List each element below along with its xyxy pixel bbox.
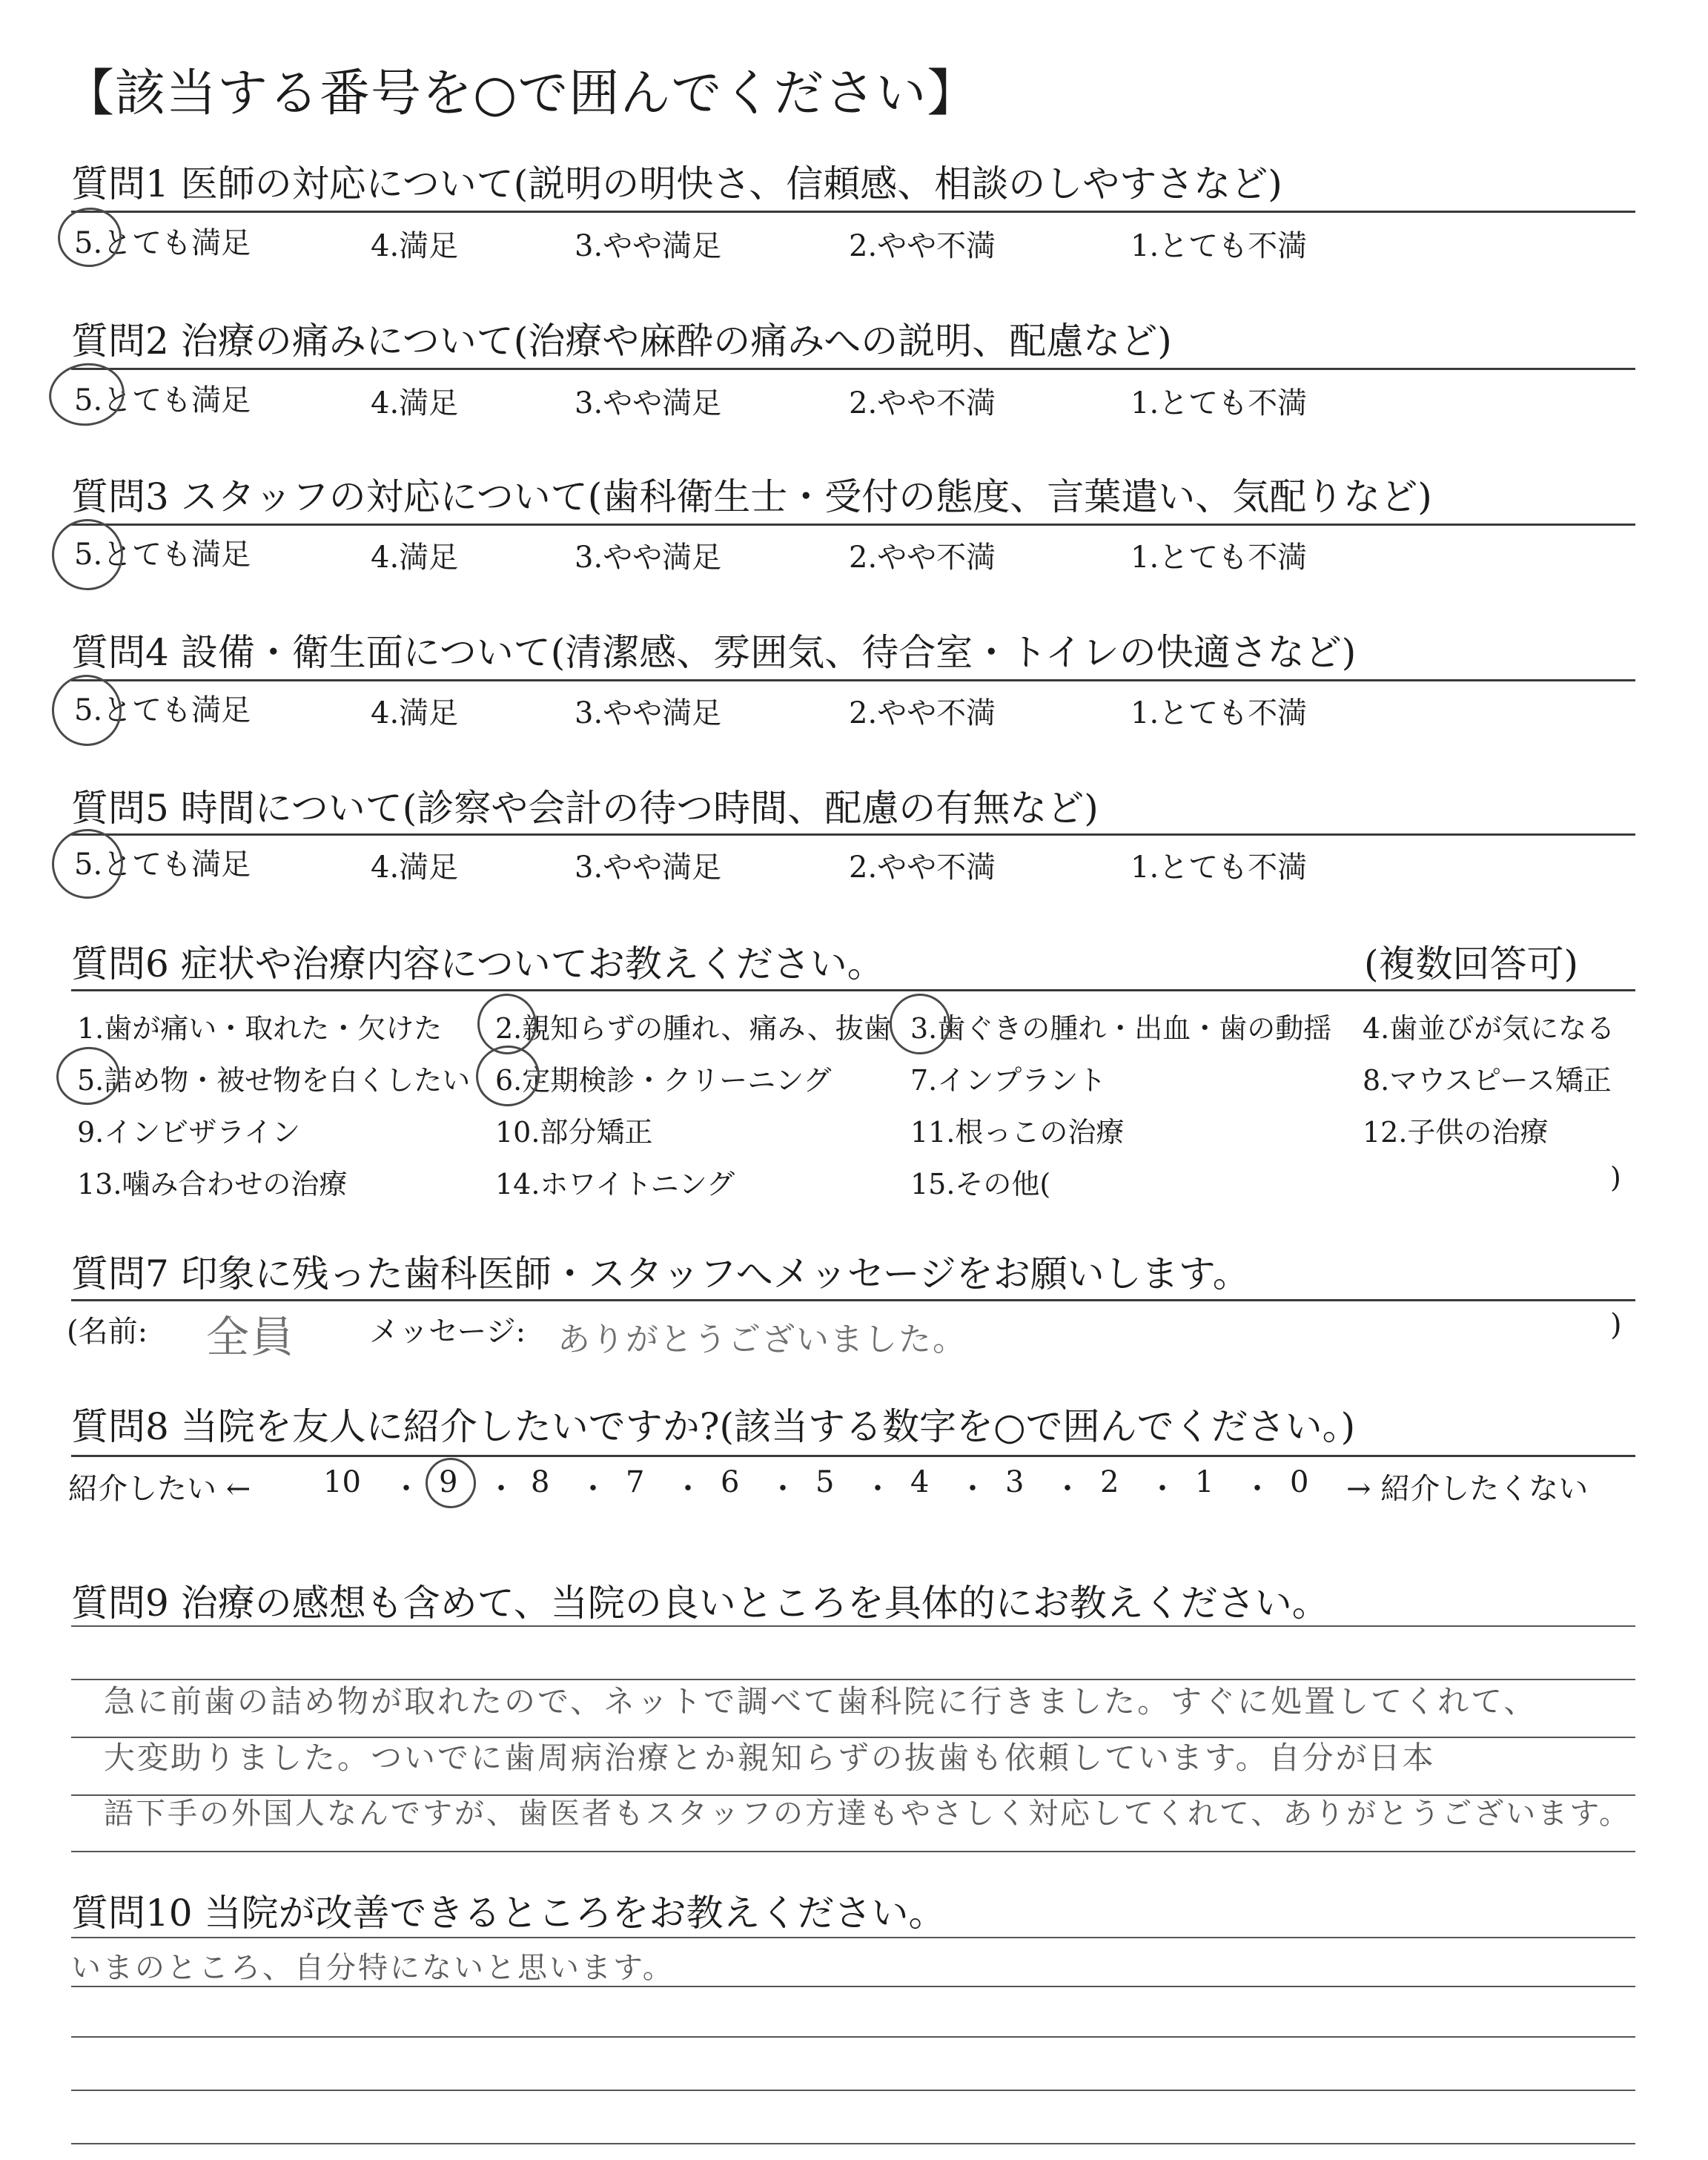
q6-option-4[interactable]: 4.歯並びが気になる xyxy=(1363,1012,1615,1045)
q8-separator: ・ xyxy=(1148,1472,1177,1506)
q8-score-2[interactable]: 2 xyxy=(1100,1465,1119,1499)
q8-score-4[interactable]: 4 xyxy=(910,1465,930,1499)
q9-answer-line-2: 大変助りました。ついでに歯周病治療とか親知らずの抜歯も依頼しています。自分が日本 xyxy=(104,1740,1436,1776)
q3-option-2[interactable]: 2.やや不満 xyxy=(849,541,996,575)
q4-option-1[interactable]: 1.とても不満 xyxy=(1131,696,1308,730)
q7-close-paren: ) xyxy=(1610,1308,1622,1342)
q3-option-4[interactable]: 4.満足 xyxy=(371,541,459,575)
q2-option-1[interactable]: 1.とても不満 xyxy=(1131,386,1308,420)
question-8-rule xyxy=(71,1455,1635,1457)
q2-option-4[interactable]: 4.満足 xyxy=(371,386,459,420)
q8-score-10[interactable]: 10 xyxy=(323,1465,361,1499)
q10-line-4 xyxy=(71,2090,1635,2091)
q7-name-value[interactable]: 全員 xyxy=(206,1312,296,1362)
q3-option-5[interactable]: 5.とても満足 xyxy=(74,538,251,572)
q9-answer-line-3: 語下手の外国人なんですが、歯医者もスタッフの方達もやさしく対応してくれて、ありがとうございます。 xyxy=(104,1797,1631,1831)
question-8-title: 質問8 当院を友人に紹介したいですか?(該当する数字を○で囲んでください。) xyxy=(71,1405,1356,1448)
question-5-rule xyxy=(71,833,1635,836)
question-6-rule xyxy=(71,989,1635,991)
q6-option-9[interactable]: 9.インビザライン xyxy=(77,1116,301,1149)
q4-option-2[interactable]: 2.やや不満 xyxy=(849,696,996,730)
question-3-title: 質問3 スタッフの対応について(歯科衛生士・受付の態度、言葉遣い、気配りなど) xyxy=(71,475,1432,518)
q6-option-5[interactable]: 5.詰め物・被せ物を白くしたい xyxy=(77,1064,471,1097)
q6-option-14[interactable]: 14.ホワイトニング xyxy=(495,1168,735,1200)
question-6-title: 質問6 症状や治療内容についてお教えください。 xyxy=(71,942,884,985)
q10-answer[interactable]: いまのところ、自分特にないと思います。 xyxy=(71,1951,675,1985)
q9-line-1 xyxy=(71,1625,1635,1627)
q6-selection-circle-3 xyxy=(886,990,955,1059)
q8-right-label: → 紹介したくない xyxy=(1346,1472,1589,1506)
q1-option-2[interactable]: 2.やや不満 xyxy=(849,229,996,263)
q10-line-1 xyxy=(71,1937,1635,1938)
q7-name-label: (名前: xyxy=(67,1315,148,1349)
q8-score-6[interactable]: 6 xyxy=(721,1465,740,1499)
q2-option-2[interactable]: 2.やや不満 xyxy=(849,386,996,420)
q8-score-7[interactable]: 7 xyxy=(626,1465,645,1499)
q6-option-13[interactable]: 13.噛み合わせの治療 xyxy=(77,1168,348,1200)
question-4-rule xyxy=(71,679,1635,681)
q6-selection-circle-5 xyxy=(53,1043,124,1109)
q6-option-15[interactable]: 15.その他( xyxy=(910,1168,1051,1200)
q9-line-5 xyxy=(71,1851,1635,1852)
question-3-rule xyxy=(71,524,1635,526)
question-7-rule xyxy=(71,1299,1635,1301)
q2-option-3[interactable]: 3.やや満足 xyxy=(575,386,722,420)
q5-selection-circle xyxy=(47,825,128,903)
question-5-title: 質問5 時間について(診察や会計の待つ時間、配慮の有無など) xyxy=(71,787,1099,830)
q5-option-4[interactable]: 4.満足 xyxy=(371,851,459,885)
q4-selection-circle xyxy=(47,670,126,750)
q6-option-6[interactable]: 6.定期検診・クリーニング xyxy=(495,1064,832,1097)
q6-option-10[interactable]: 10.部分矯正 xyxy=(495,1116,653,1149)
q8-score-1[interactable]: 1 xyxy=(1195,1465,1214,1499)
q2-option-5[interactable]: 5.とても満足 xyxy=(74,383,251,417)
question-1-rule xyxy=(71,211,1635,213)
q7-message-value[interactable]: ありがとうございました。 xyxy=(557,1321,967,1358)
q1-option-3[interactable]: 3.やや満足 xyxy=(575,229,722,263)
q4-option-3[interactable]: 3.やや満足 xyxy=(575,696,722,730)
q4-option-5[interactable]: 5.とても満足 xyxy=(74,693,251,727)
form-header: 【該当する番号を○で囲んでください】 xyxy=(64,65,979,123)
q8-score-3[interactable]: 3 xyxy=(1005,1465,1025,1499)
q8-separator: ・ xyxy=(486,1472,516,1506)
q6-selection-circle-6 xyxy=(472,1041,544,1110)
q3-selection-circle xyxy=(47,515,128,595)
q8-separator: ・ xyxy=(673,1472,703,1506)
q6-option-15-close: ) xyxy=(1610,1161,1621,1194)
q8-left-label: 紹介したい ← xyxy=(68,1472,251,1506)
q8-score-8[interactable]: 8 xyxy=(531,1465,550,1499)
q1-option-5[interactable]: 5.とても満足 xyxy=(74,226,251,260)
q3-option-1[interactable]: 1.とても不満 xyxy=(1131,541,1308,575)
q8-separator: ・ xyxy=(1242,1472,1272,1506)
question-7-title: 質問7 印象に残った歯科医師・スタッフへメッセージをお願いします。 xyxy=(71,1252,1250,1295)
q7-message-label: メッセージ: xyxy=(369,1315,526,1349)
q6-option-1[interactable]: 1.歯が痛い・取れた・欠けた xyxy=(77,1012,443,1045)
q8-separator: ・ xyxy=(1053,1472,1082,1506)
question-2-rule xyxy=(71,368,1635,370)
q3-option-3[interactable]: 3.やや満足 xyxy=(575,541,722,575)
question-4-title: 質問4 設備・衛生面について(清潔感、雰囲気、待合室・トイレの快適さなど) xyxy=(71,631,1357,674)
question-1-title: 質問1 医師の対応について(説明の明快さ、信頼感、相談のしやすさなど) xyxy=(71,162,1282,205)
question-6-note: (複数回答可) xyxy=(1364,942,1579,985)
q8-score-5[interactable]: 5 xyxy=(815,1465,835,1499)
q8-separator: ・ xyxy=(578,1472,608,1506)
q8-separator: ・ xyxy=(391,1472,421,1506)
question-2-title: 質問2 治療の痛みについて(治療や麻酔の痛みへの説明、配慮など) xyxy=(71,320,1172,363)
q8-selection-circle xyxy=(423,1455,480,1512)
q10-line-3 xyxy=(71,2036,1635,2038)
q6-option-3[interactable]: 3.歯ぐきの腫れ・出血・歯の動揺 xyxy=(910,1012,1332,1045)
q8-separator: ・ xyxy=(863,1472,893,1506)
question-10-title: 質問10 当院が改善できるところをお教えください。 xyxy=(71,1892,946,1935)
q6-option-7[interactable]: 7.インプラント xyxy=(910,1064,1107,1097)
q5-option-3[interactable]: 3.やや満足 xyxy=(575,851,722,885)
q5-option-1[interactable]: 1.とても不満 xyxy=(1131,851,1308,885)
q8-score-0[interactable]: 0 xyxy=(1290,1465,1309,1499)
q1-option-4[interactable]: 4.満足 xyxy=(371,229,459,263)
q5-option-5[interactable]: 5.とても満足 xyxy=(74,848,251,882)
q8-separator: ・ xyxy=(768,1472,798,1506)
q4-option-4[interactable]: 4.満足 xyxy=(371,696,459,730)
q1-option-1[interactable]: 1.とても不満 xyxy=(1131,229,1308,263)
q10-line-5 xyxy=(71,2143,1635,2144)
question-9-title: 質問9 治療の感想も含めて、当院の良いところを具体的にお教えください。 xyxy=(71,1582,1329,1625)
q5-option-2[interactable]: 2.やや不満 xyxy=(849,851,996,885)
q6-option-8[interactable]: 8.マウスピース矯正 xyxy=(1363,1064,1612,1097)
q8-separator: ・ xyxy=(958,1472,987,1506)
q6-option-2[interactable]: 2.親知らずの腫れ、痛み、抜歯 xyxy=(495,1012,892,1045)
q9-answer-line-1: 急に前歯の詰め物が取れたので、ネットで調べて歯科院に行きました。すぐに処置してくれて、 xyxy=(104,1683,1537,1720)
q6-option-11[interactable]: 11.根っこの治療 xyxy=(910,1116,1125,1149)
q6-option-12[interactable]: 12.子供の治療 xyxy=(1363,1116,1549,1149)
q8-score-9[interactable]: 9 xyxy=(439,1465,458,1499)
